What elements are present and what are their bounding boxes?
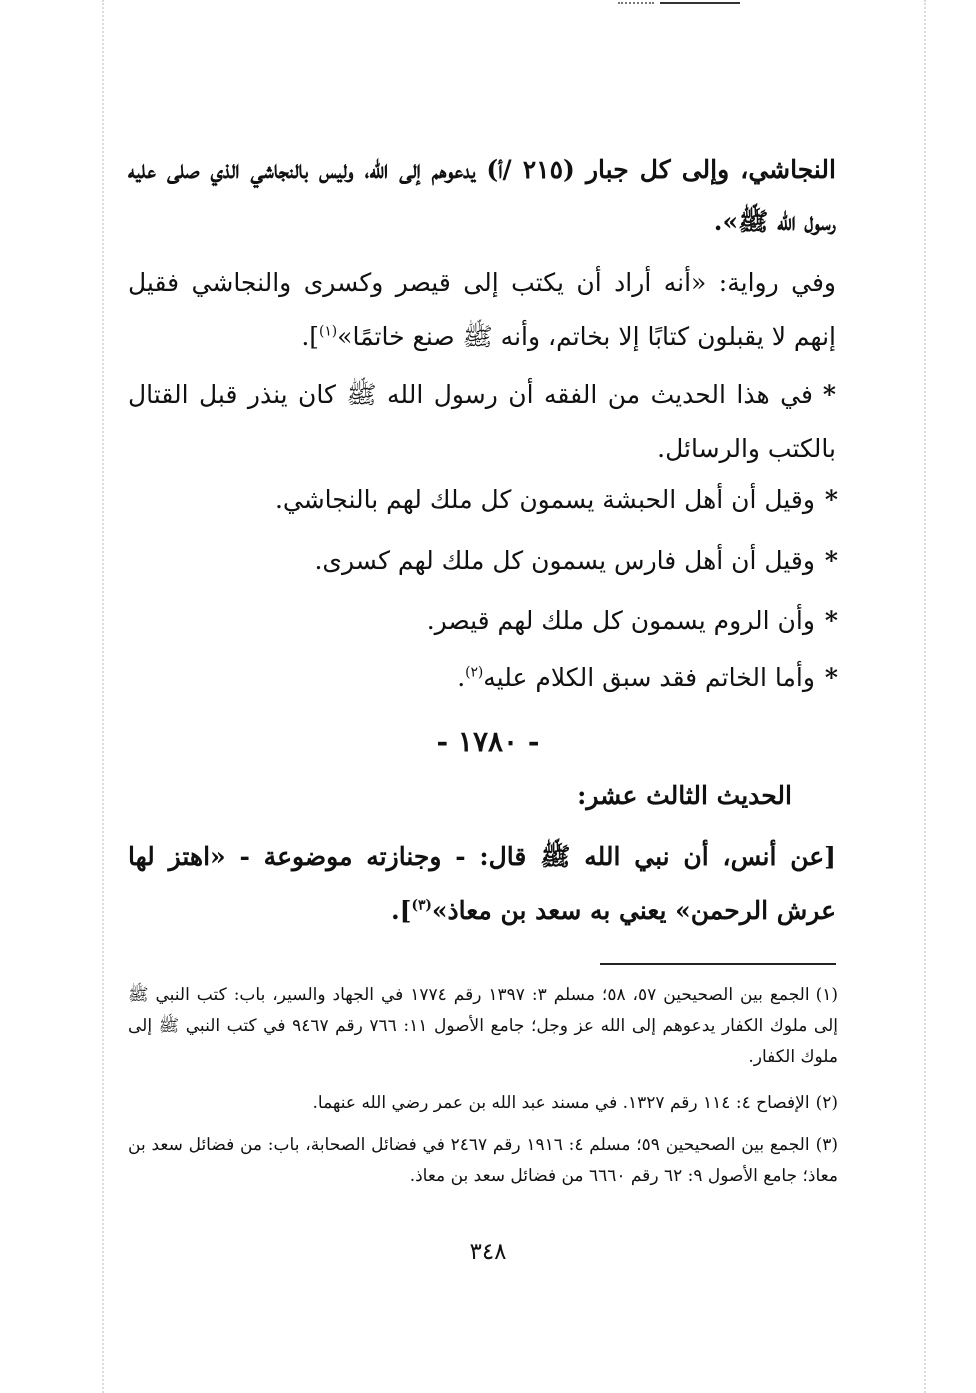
bullet-text: في هذا الحديث من الفقه أن رسول الله ﷺ كان ينذر قبل القتال بالكتب والرسائل. [128, 380, 836, 463]
footnote-item [128, 980, 838, 1073]
bullet-text: وقيل أن أهل فارس يسمون كل ملك لهم كسرى. [314, 546, 815, 575]
asterisk-icon: * [824, 546, 838, 575]
section-subheading: الحديث الثالث عشر: [577, 781, 792, 810]
bullet-item [457, 658, 838, 698]
asterisk-icon: * [824, 606, 838, 635]
footnote-number: (٣) [815, 1135, 838, 1155]
asterisk-icon: * [824, 485, 838, 514]
footnote-item [128, 1130, 838, 1192]
top-dotted-rule [618, 2, 654, 4]
opening-paragraph-text: النجاشي، وإلى كل جبار (٢١٥ /أ) يدعوهم إلى الله، وليس بالنجاشي الذي صلى عليه رسول الله ﷺ». [128, 155, 836, 236]
scan-artifact-line [924, 0, 926, 1393]
bullet-item [314, 541, 838, 581]
footnote-marker: (٣) [411, 897, 432, 914]
bullet-item [128, 368, 836, 476]
footnote-text: الإفصاح ٤: ١١٤ رقم ١٣٢٧. في مسند عبد الله بن عمر رضي الله عنهما. [312, 1093, 810, 1113]
footnote-marker: (١) [319, 323, 338, 340]
top-rule [660, 2, 740, 4]
page-number: ٣٤٨ [469, 1239, 507, 1265]
footnote-marker: (٢) [465, 664, 484, 681]
footnote-number: (١) [815, 985, 838, 1005]
bullet-item [275, 480, 838, 520]
hadith-text-body: [عن أنس، أن نبي الله ﷺ قال: - وجنازته موضوعة - «اهتز لها عرش الرحمن» يعني به سعد بن معاذ» [128, 842, 836, 925]
bullet-item [427, 601, 838, 641]
footnote-text: الجمع بين الصحيحين ٥٧، ٥٨؛ مسلم ٣: ١٣٩٧ رقم ١٧٧٤ في الجهاد والسير، باب: كتب النبي ﷺ إلى ملوك الكفار يدعوهم إلى الله عز وجل؛ جامع الأصول ١١: ٧٦٦ رقم ٩٤٦٧ في كتب النبي ﷺ إلى ملوك الكفار. [128, 985, 838, 1067]
bullet-text: وأما الخاتم فقد سبق الكلام عليه [483, 663, 815, 692]
bullet-text: وقيل أن أهل الحبشة يسمون كل ملك لهم بالنجاشي. [274, 485, 815, 514]
footnote-item [128, 1088, 838, 1119]
riwaya-closing: ]. [301, 322, 320, 351]
hadith-text [128, 830, 836, 938]
riwaya-paragraph [128, 256, 836, 364]
riwaya-text: وفي رواية: «أنه أراد أن يكتب إلى قيصر وكسرى والنجاشي فقيل إنهم لا يقبلون كتابًا إلا بخاتم، وأنه ﷺ صنع خاتمًا» [128, 268, 836, 351]
footnote-number: (٢) [815, 1093, 838, 1113]
footnote-text: الجمع بين الصحيحين ٥٩؛ مسلم ٤: ١٩١٦ رقم ٢٤٦٧ في فضائل الصحابة، باب: من فضائل سعد بن معاذ؛ جامع الأصول ٩: ٦٢ رقم ٦٦٦٠ من فضائل سعد بن معاذ. [128, 1135, 838, 1186]
bullet-closing: . [457, 663, 466, 692]
hadith-closing: ]. [390, 896, 412, 925]
opening-paragraph [128, 144, 836, 248]
bullet-text: وأن الروم يسمون كل ملك لهم قيصر. [426, 606, 815, 635]
footnote-separator [600, 963, 836, 965]
scan-artifact-line [102, 0, 104, 1393]
hadith-number-heading: - ١٧٨٠ - [436, 725, 540, 758]
asterisk-icon: * [822, 380, 836, 409]
asterisk-icon: * [824, 663, 838, 692]
